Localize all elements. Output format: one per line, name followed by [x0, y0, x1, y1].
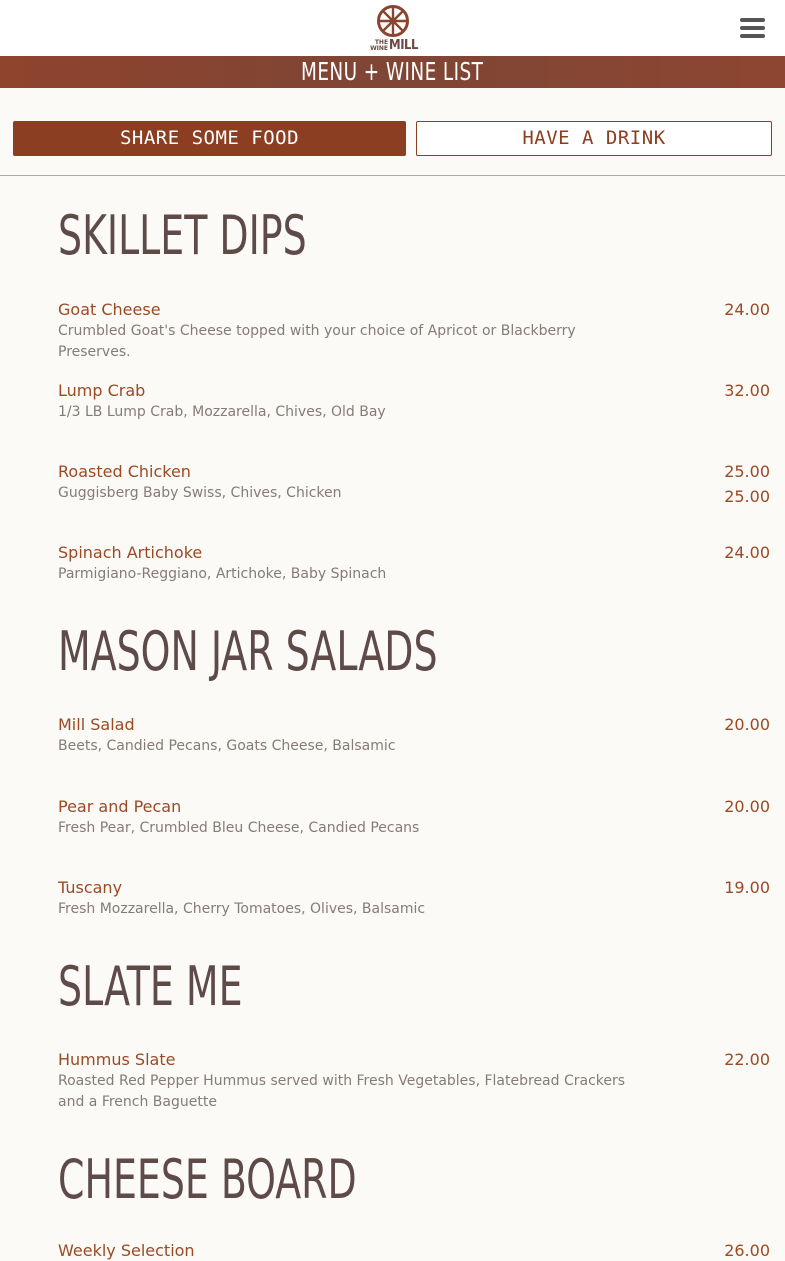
item-description: Guggisberg Baby Swiss, Chives, Chicken: [58, 485, 342, 501]
logo-wordmark: [365, 38, 421, 52]
logo-small-text: THE WINE: [370, 39, 389, 52]
item-name[interactable]: Mill Salad: [58, 715, 135, 734]
item-price: 26.00: [724, 1241, 770, 1260]
item-description: Crumbled Goat's Cheese topped with your choice of Apricot or Blackberry Preserves.: [58, 323, 576, 360]
menu-item: [58, 715, 770, 757]
item-price: 20.00: [724, 797, 770, 816]
logo-big-text: MILL: [389, 38, 418, 53]
hamburger-bar: [740, 26, 765, 30]
item-price: 24.00: [724, 543, 770, 562]
item-name[interactable]: Hummus Slate: [58, 1050, 176, 1069]
menu-item: [58, 1241, 770, 1261]
banner-title: MENU + WINE LIST: [301, 57, 484, 86]
item-name[interactable]: Weekly Selection: [58, 1241, 195, 1260]
item-price: 19.00: [724, 878, 770, 897]
menu-item: [58, 462, 770, 504]
share-some-food-button[interactable]: SHARE SOME FOOD: [13, 121, 406, 156]
menu-item: [58, 797, 770, 839]
menu-item: [58, 543, 770, 585]
hamburger-menu-icon[interactable]: [740, 18, 765, 39]
item-name[interactable]: Goat Cheese: [58, 300, 161, 319]
item-description: Beets, Candied Pecans, Goats Cheese, Balsamic: [58, 738, 396, 754]
wine-mill-logo[interactable]: [365, 4, 421, 52]
item-description: Roasted Red Pepper Hummus served with Fresh Vegetables, Flatebread Crackers and a French Baguette: [58, 1073, 626, 1110]
item-description: Parmigiano-Reggiano, Artichoke, Baby Spinach: [58, 566, 387, 582]
item-price-secondary: 25.00: [724, 487, 770, 506]
item-description: Fresh Pear, Crumbled Bleu Cheese, Candied Pecans: [58, 820, 420, 836]
top-header: [0, 0, 785, 56]
item-description: Fresh Mozzarella, Cherry Tomatoes, Olives, Balsamic: [58, 901, 426, 917]
item-description: 1/3 LB Lump Crab, Mozzarella, Chives, Old Bay: [58, 404, 386, 420]
divider: [0, 175, 785, 176]
item-name[interactable]: Roasted Chicken: [58, 462, 191, 481]
item-price: 25.00: [724, 462, 770, 481]
item-name[interactable]: Pear and Pecan: [58, 797, 182, 816]
menu-item: [58, 878, 770, 920]
item-name[interactable]: Lump Crab: [58, 381, 146, 400]
section-title-mason-jar-salads: MASON JAR SALADS: [58, 620, 438, 683]
item-name[interactable]: Spinach Artichoke: [58, 543, 203, 562]
menu-banner: [0, 56, 785, 88]
item-price: 22.00: [724, 1050, 770, 1069]
menu-item: [58, 381, 770, 423]
have-a-drink-button[interactable]: HAVE A DRINK: [416, 121, 772, 156]
menu-item: [58, 300, 770, 363]
menu-item: [58, 1050, 770, 1113]
item-price: 32.00: [724, 381, 770, 400]
item-name[interactable]: Tuscany: [58, 878, 123, 897]
item-price: 20.00: [724, 715, 770, 734]
hamburger-bar: [740, 18, 765, 22]
hamburger-bar: [740, 34, 765, 38]
section-title-skillet-dips: SKILLET DIPS: [58, 204, 307, 267]
mill-wheel-icon: [376, 4, 410, 38]
section-title-slate-me: SLATE ME: [58, 955, 243, 1018]
section-title-cheese-board: CHEESE BOARD: [58, 1148, 357, 1211]
item-price: 24.00: [724, 300, 770, 319]
